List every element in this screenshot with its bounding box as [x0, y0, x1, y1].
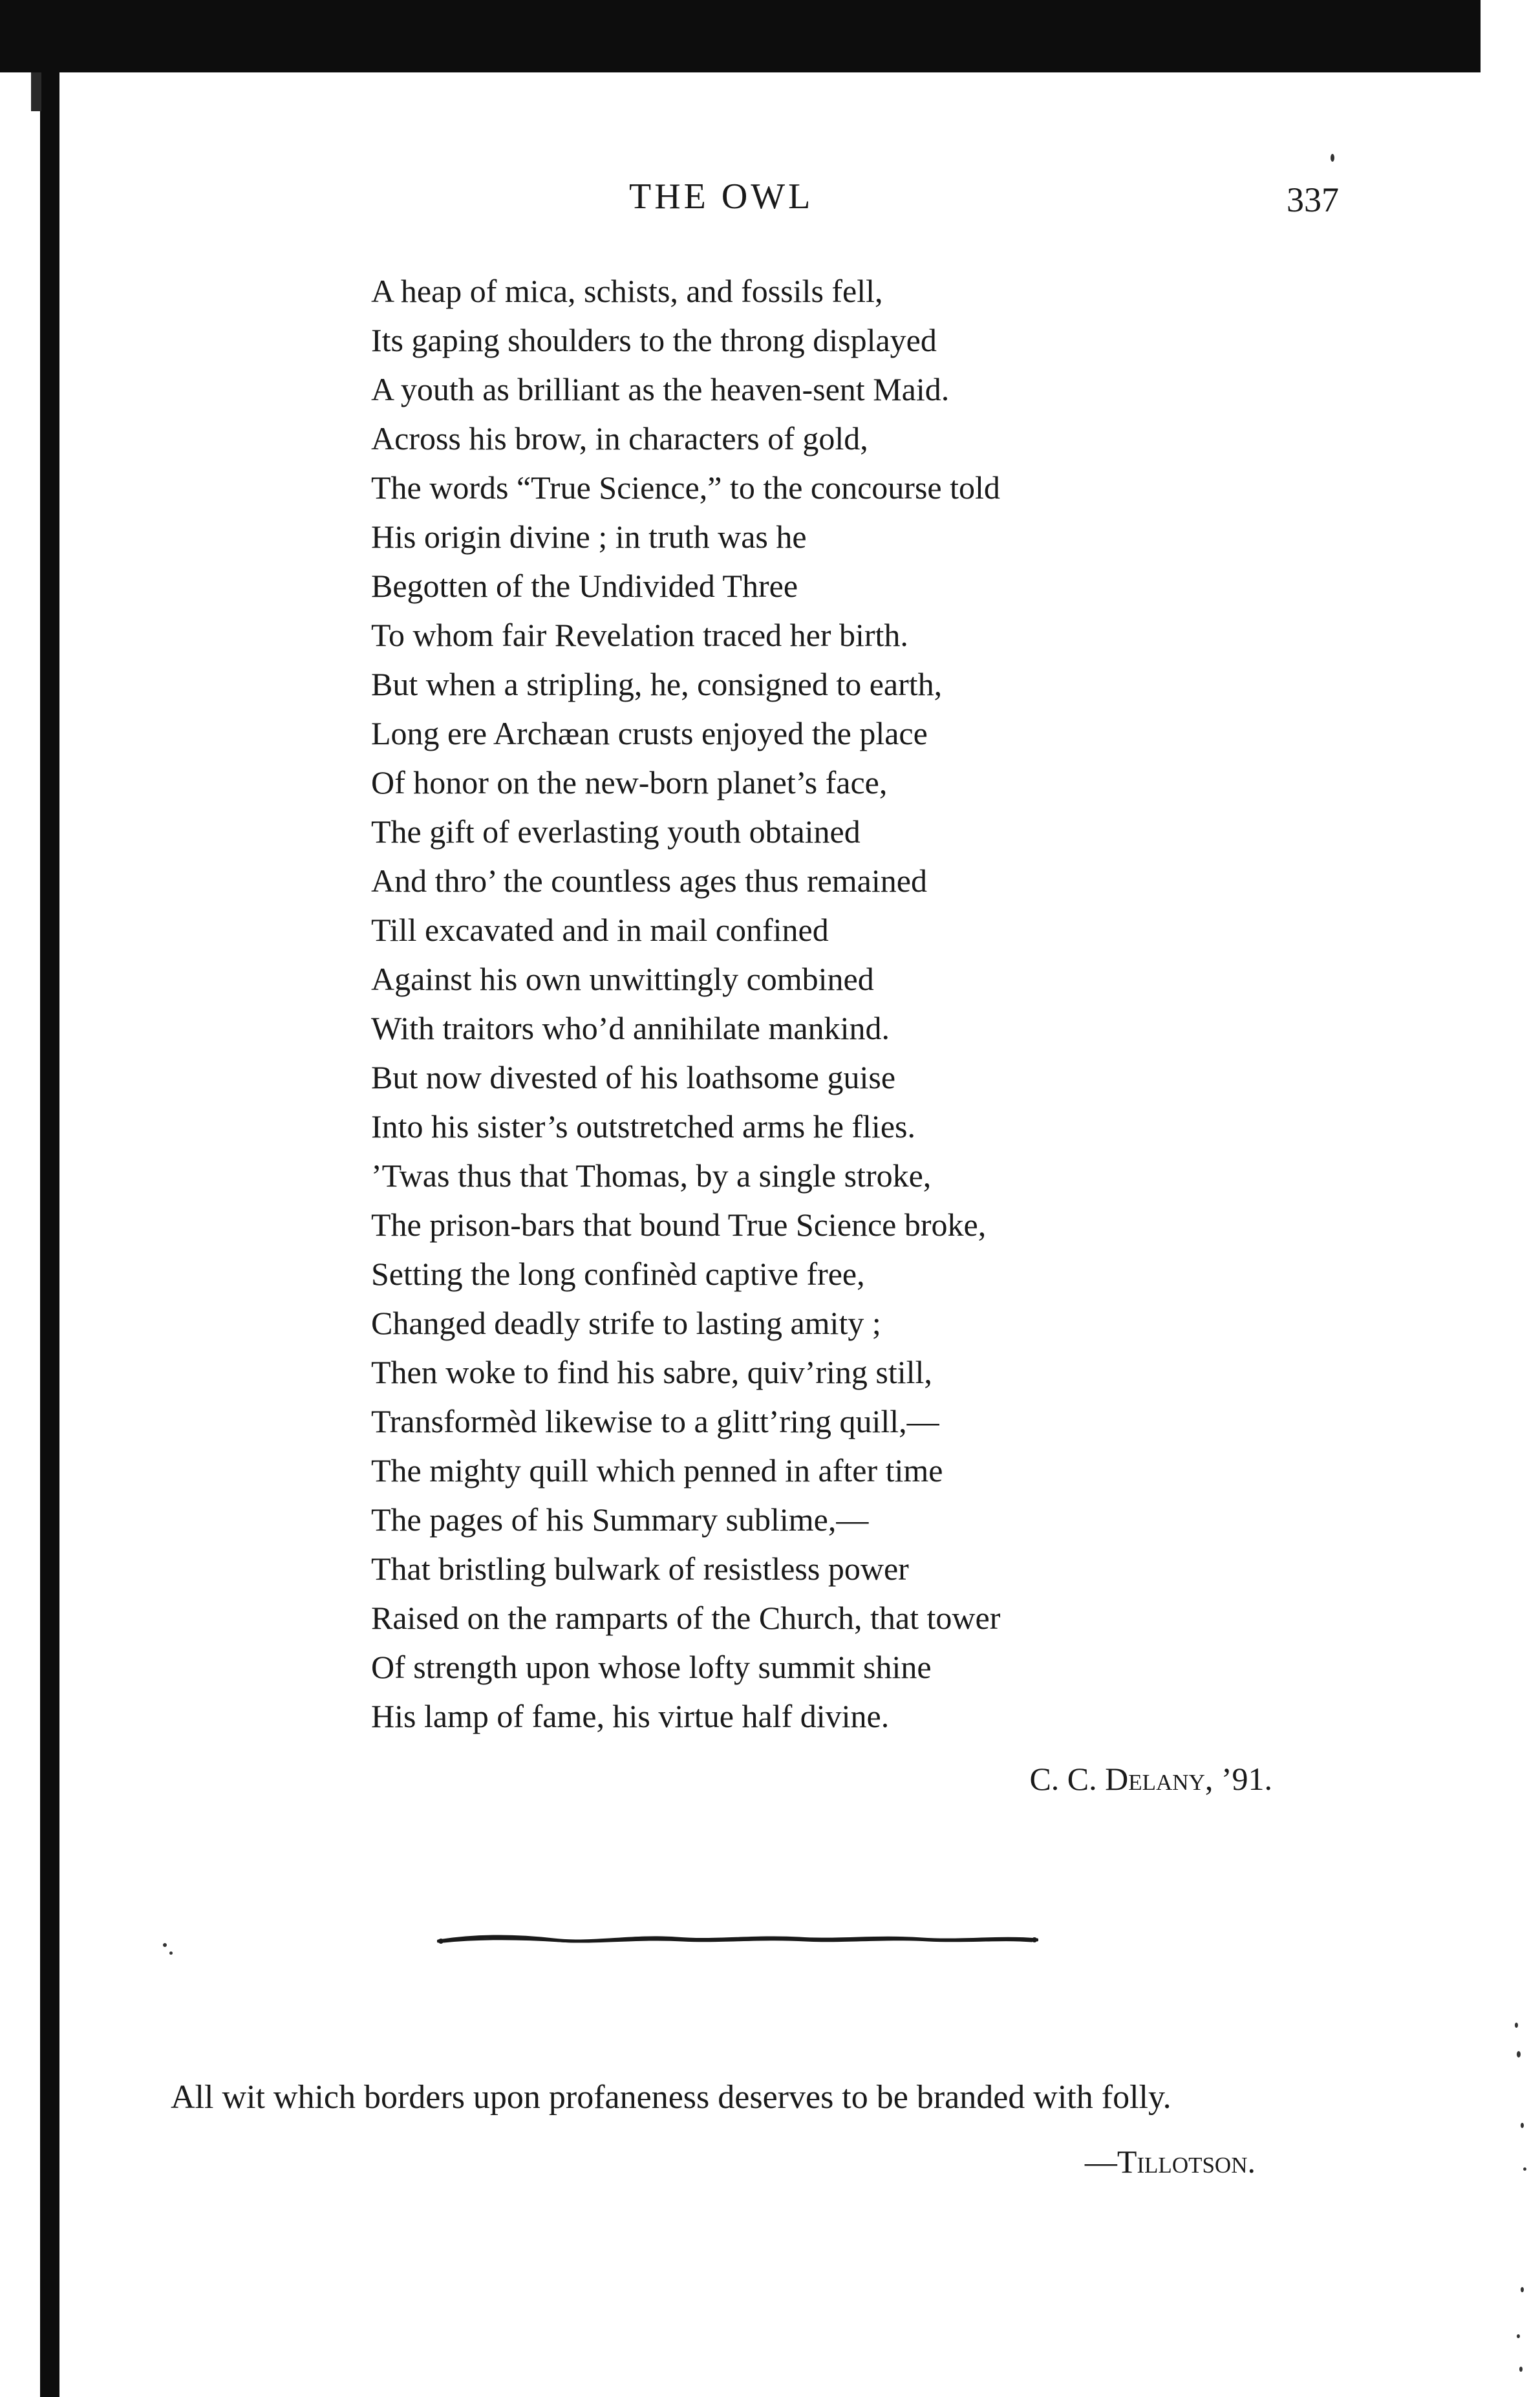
running-title: THE OWL — [629, 177, 814, 217]
poem-line: Raised on the ramparts of the Church, that tower — [371, 1600, 1001, 1636]
poem-line: And thro’ the countless ages thus remained — [371, 863, 927, 899]
poem-line: With traitors who’d annihilate mankind. — [371, 1010, 890, 1046]
poem-line: Of strength upon whose lofty summit shine — [371, 1649, 932, 1685]
poem-line: Across his brow, in characters of gold, — [371, 420, 868, 457]
poem-line: His lamp of fame, his virtue half divine. — [371, 1698, 890, 1734]
poem-line: To whom fair Revelation traced her birth. — [371, 617, 908, 653]
ornamental-divider — [437, 1930, 1038, 1950]
poem-line: Against his own unwittingly combined — [371, 961, 874, 997]
poem-line: ’Twas thus that Thomas, by a single stroke, — [371, 1157, 932, 1194]
poem-line: Setting the long confinèd captive free, — [371, 1256, 865, 1292]
poem-line: The gift of everlasting youth obtained — [371, 813, 861, 850]
scan-speck — [1521, 2287, 1524, 2292]
poem-line: Then woke to find his sabre, quiv’ring still, — [371, 1354, 932, 1390]
scan-speck — [1519, 2367, 1523, 2372]
scan-border-corner — [31, 72, 41, 111]
scan-speck — [1517, 2334, 1520, 2338]
poem — [371, 266, 1000, 1741]
scan-speck — [1331, 154, 1334, 162]
scan-top-border — [0, 0, 1481, 72]
poem-line: A youth as brilliant as the heaven-sent Maid. — [371, 371, 950, 407]
epigraph-author: —Tillotson. — [1084, 2144, 1256, 2180]
epigraph-text: All wit which borders upon profaneness deserves to be branded with folly. — [171, 2079, 1171, 2116]
poem-line: Begotten of the Undivided Three — [371, 568, 798, 604]
scan-left-border — [40, 72, 59, 2397]
poem-line: Into his sister’s outstretched arms he flies. — [371, 1108, 915, 1145]
poem-line: Its gaping shoulders to the throng displayed — [371, 322, 937, 358]
poem-line: The words “True Science,” to the concourse told — [371, 469, 1000, 506]
page-number: 337 — [1287, 180, 1339, 219]
poem-line: But now divested of his loathsome guise — [371, 1059, 896, 1095]
poem-line: Long ere Archæan crusts enjoyed the place — [371, 715, 928, 751]
poem-line: His origin divine ; in truth was he — [371, 519, 807, 555]
scan-speck — [1523, 2167, 1526, 2171]
poem-line: The mighty quill which penned in after time — [371, 1452, 943, 1489]
scan-speck — [1517, 2051, 1521, 2058]
scan-speck — [1515, 2023, 1518, 2028]
scan-speck — [169, 1951, 173, 1955]
poem-line: Transformèd likewise to a glitt’ring quill,— — [371, 1403, 939, 1439]
poem-line: A heap of mica, schists, and fossils fell, — [371, 273, 883, 309]
poem-signature: C. C. Delany, ’91. — [1029, 1761, 1272, 1797]
poem-line: That bristling bulwark of resistless power — [371, 1551, 909, 1587]
scan-speck — [1521, 2123, 1524, 2128]
poem-line: Of honor on the new-born planet’s face, — [371, 764, 888, 801]
scan-speck — [163, 1943, 167, 1947]
poem-line: But when a stripling, he, consigned to earth, — [371, 666, 943, 702]
poem-line: The pages of his Summary sublime,— — [371, 1501, 869, 1538]
poem-line: Changed deadly strife to lasting amity ; — [371, 1305, 881, 1341]
poem-line: The prison-bars that bound True Science broke, — [371, 1207, 987, 1243]
poem-line: Till excavated and in mail confined — [371, 912, 829, 948]
